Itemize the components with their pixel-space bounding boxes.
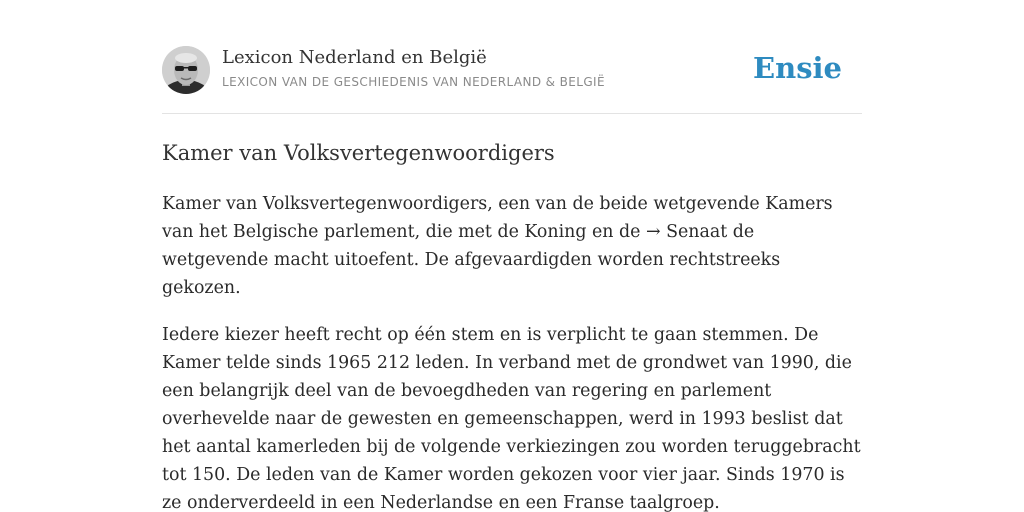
site-header: [162, 46, 862, 96]
article-body: [162, 190, 862, 512]
site-subtitle: LEXICON VAN DE GESCHIEDENIS VAN NEDERLAND & BELGIË: [222, 75, 605, 89]
ensie-logo-link[interactable]: Ensie: [753, 51, 842, 85]
paragraph-1-text-start: Kamer van Volksvertegenwoordigers, een van de beide wetgevende Kamers van het Belgische parlement, die met de Koning en de: [162, 194, 833, 242]
author-avatar[interactable]: [162, 46, 210, 94]
article-paragraph-2: Iedere kiezer heeft recht op één stem en is verplicht te gaan stemmen. De Kamer telde sinds 1965 212 leden. In verband met de grondwet van 1990, die een belangrijk deel van de bevoegdheden van regering en parlement overhevelde naar de gewesten en gemeenschappen, werd in 1993 beslist dat het aantal kamerleden bij de volgende verkiezingen zou worden teruggebracht tot 150. De leden van de Kamer worden gekozen voor vier jaar. Sinds 1970 is ze onderverdeeld in een Nederlandse en een Franse taalgroep.: [162, 325, 861, 512]
page-title: Kamer van Volksvertegenwoordigers: [162, 141, 555, 165]
site-title[interactable]: Lexicon Nederland en België: [222, 47, 487, 68]
article-paragraph-1: [162, 190, 862, 302]
author-portrait-image: [162, 46, 210, 94]
senaat-link[interactable]: → Senaat: [646, 222, 728, 242]
paragraph-1-text-end: de wetgevende macht uitoefent. De afgevaardigden worden rechtstreeks gekozen.: [162, 222, 781, 298]
header-divider: [162, 113, 862, 114]
